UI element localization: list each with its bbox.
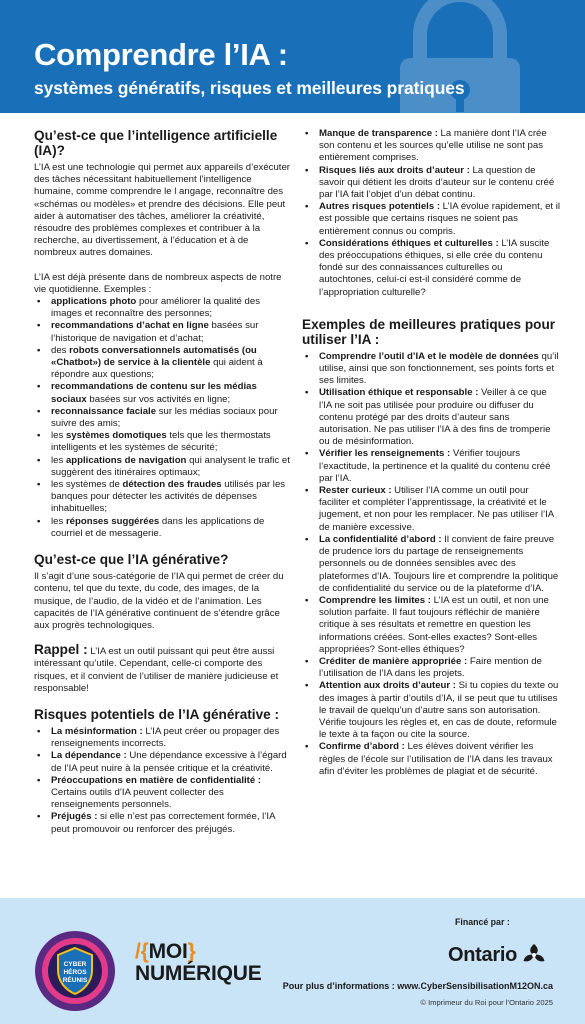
risk-item-label: Préjugés : bbox=[51, 811, 98, 823]
badge-line-3: RÉUNIS bbox=[62, 977, 88, 984]
example-item-text: utilisés par les banques pour détecter les activités de dépenses inhabituelles; bbox=[51, 479, 286, 515]
best-practice-item-text: Les élèves doivent vérifier les règles de l’école sur l’utilisation de l’IA dans les travaux afin d’éviter les problèmes de plagiat et de sécurité. bbox=[319, 741, 553, 777]
best-practice-item bbox=[302, 351, 560, 388]
best-practice-item-label: Attention aux droits d’auteur : bbox=[319, 680, 456, 692]
section-heading-what-is-genai: Qu’est-ce que l’IA générative? bbox=[34, 552, 229, 568]
badge-line-2: HÉROS bbox=[63, 969, 87, 976]
risk-item-label: La mésinformation : bbox=[51, 725, 143, 737]
risk-item bbox=[302, 201, 560, 238]
best-practice-item bbox=[302, 656, 560, 680]
risk-item bbox=[302, 165, 560, 202]
example-item-text: basées sur l’historique de navigation et d’achat; bbox=[51, 320, 259, 344]
risk-item-text: L’IA évolue rapidement, et il est possible que certains risques ne soient pas entièrement connus ou compris. bbox=[319, 201, 561, 237]
example-item-bold: reconnaissance faciale bbox=[51, 405, 157, 417]
example-item-text: qui aident à répondre aux questions; bbox=[51, 357, 263, 381]
best-practice-item-label: Comprendre les limites : bbox=[319, 594, 431, 606]
moi-numerique-logo bbox=[135, 941, 262, 985]
best-practice-item bbox=[302, 595, 560, 656]
risk-item-label: Risques liés aux droits d’auteur : bbox=[319, 164, 470, 176]
what-is-genai-paragraph: Il s’agit d’une sous-catégorie de l’IA qui permet de créer du contenu, tel que du texte, du code, des images, de la musique, de l’audio, de la vidéo et de l’animation. Les capacités de l’IA générative continuent de s’étendre grâce aux progrès technologiques. bbox=[34, 571, 284, 631]
example-item bbox=[34, 516, 292, 540]
funded-by-label: Financé par : bbox=[455, 917, 510, 927]
risk-item-text: Certains outils d’IA peuvent collecter des renseignements personnels. bbox=[51, 786, 224, 811]
best-practice-item-text: Veiller à ce que l’IA ne soit pas utilisée pour produire ou diffuser du contenu protégé par des droits d’auteur sans autorisation. Ne pas utiliser l’IA à des fins de tromperie ou de mésinformation. bbox=[319, 387, 551, 448]
risk-item-label: Autres risques potentiels : bbox=[319, 201, 441, 213]
best-practice-item-label: La confidentialité d’abord : bbox=[319, 533, 442, 545]
example-item-text: dans les applications de courriel et de messagerie. bbox=[51, 515, 265, 539]
moi-word: MOI bbox=[148, 940, 188, 963]
ontario-logo bbox=[448, 940, 547, 970]
what-is-ai-paragraph: L’IA est une technologie qui permet aux appareils d’exécuter des tâches nécessitant habituellement l’intelligence humaine, comme comprendre le l angage, reconnaître des «schémas ou modèles» et prendre des décisions. Elle peut aider à automatiser des tâches, améliorer la créativité, résoudre des problèmes complexes et contribuer à la recherche, au divertissement, à l’éducation et à de nombreux autres domaines. bbox=[34, 162, 290, 259]
example-item-prefix: les bbox=[51, 430, 66, 442]
example-item-bold: réponses suggérées bbox=[65, 515, 160, 527]
reminder-paragraph bbox=[34, 644, 292, 695]
moi-open-brace: /{ bbox=[135, 940, 149, 963]
risk-item bbox=[34, 775, 292, 812]
example-item-text: tels que les thermostats intelligents et les systèmes de sécurité; bbox=[51, 430, 271, 454]
section-heading-what-is-ai: Qu’est-ce que l’intelligence artificielle (IA)? bbox=[34, 128, 278, 158]
risk-item-text: La question de savoir qui détient les droits d’auteur sur le contenu créé par l’IA fait l’objet d’un débat continu. bbox=[319, 164, 555, 201]
risks-list bbox=[34, 726, 292, 836]
examples-list bbox=[34, 296, 292, 540]
section-heading-risks: Risques potentiels de l’IA générative : bbox=[34, 706, 279, 722]
example-item-bold: robots conversationnels automatisés (ou «Chatbot») de service à la clientèle bbox=[51, 344, 257, 369]
risk-item-text: si elle n’est pas correctement formée, l’IA peut promouvoir ou renforcer des préjugés. bbox=[51, 811, 275, 835]
example-item bbox=[34, 406, 292, 430]
copyright: © Imprimeur du Roi pour l’Ontario 2025 bbox=[420, 998, 553, 1007]
example-item-text: basées sur vos activités en ligne; bbox=[86, 393, 231, 405]
risk-item-text: L’IA peut créer ou propager des renseignements incorrects. bbox=[51, 725, 280, 750]
best-practice-item-label: Créditer de manière appropriée : bbox=[319, 655, 468, 667]
section-heading-best-practices: Exemples de meilleures pratiques pour utiliser l’IA : bbox=[302, 316, 556, 347]
cyber-heros-badge-icon bbox=[34, 930, 116, 1012]
best-practice-item bbox=[302, 448, 560, 485]
best-practices-list bbox=[302, 351, 560, 778]
best-practice-item-label: Utilisation éthique et responsable : bbox=[319, 387, 479, 399]
badge-line-1: CYBER bbox=[63, 961, 87, 968]
best-practice-item bbox=[302, 680, 560, 741]
best-practice-item-label: Comprendre l’outil d’IA et le modèle de données bbox=[319, 350, 539, 362]
left-column bbox=[34, 128, 292, 848]
example-item-text: qui analysent le trafic et suggèrent des itinéraires optimaux; bbox=[51, 454, 290, 478]
risk-item bbox=[34, 750, 292, 774]
reminder-text: L’IA est un outil puissant qui peut être aussi intéressant qu’utile. Cependant, celle-ci comporte des risques, et il convient de l’utiliser de manière judicieuse et responsable! bbox=[34, 646, 279, 694]
example-item bbox=[34, 430, 292, 454]
ontario-wordmark: Ontario bbox=[448, 943, 518, 966]
best-practice-item-text: Il convient de faire preuve de prudence lors du partage de renseignements personnels ou de données sensibles avec des plateformes d’IA. Toujours lire et comprendre la politique de confidentialité du service ou de la plateforme d’IA. bbox=[319, 533, 559, 594]
example-item-prefix: les systèmes de bbox=[51, 479, 123, 491]
risk-item-text: La manière dont l’IA crée son contenu et les sources qu’elle utilise ne sont pas entièrement comprises. bbox=[319, 128, 547, 164]
best-practice-item bbox=[302, 741, 560, 778]
example-item bbox=[34, 479, 292, 516]
example-item bbox=[34, 345, 292, 382]
risk-item bbox=[302, 128, 560, 165]
risk-item-label: La dépendance : bbox=[51, 750, 127, 762]
example-item-bold: recommandations de contenu sur les médias sociaux bbox=[51, 381, 257, 405]
reminder-lead: Rappel : bbox=[34, 642, 88, 658]
best-practice-item bbox=[302, 534, 560, 595]
risk-item-label: Préoccupations en matière de confidentialité : bbox=[51, 774, 262, 786]
trillium-icon bbox=[521, 942, 547, 968]
moi-close-brace: } bbox=[187, 940, 196, 963]
example-item-prefix: des bbox=[51, 344, 70, 356]
example-item-bold: applications photo bbox=[51, 296, 137, 308]
example-item-bold: applications de navigation bbox=[65, 454, 187, 466]
more-info-link[interactable]: Pour plus d’informations : www.CyberSensibilisationM12ON.ca bbox=[282, 981, 553, 991]
risks-list-continued bbox=[302, 128, 560, 299]
best-practice-item-text: Si tu copies du texte ou des images à partir d’outils d’IA, il se peut que tu utilises le travail de quelqu’un d’autre sans son autorisation. Vérifie toujours les règles et, en cas de doute, reformule le texte à ta façon ou cite la source. bbox=[319, 680, 559, 741]
best-practice-item-text: L’IA est un outil, et non une solution parfaite. Il faut toujours réfléchir de manière critique à ses résultats et remettre en question les informations créées. Sont-elles exactes? Sont-elles appropriées? Sont-elles éthiques? bbox=[319, 594, 549, 655]
best-practice-item bbox=[302, 387, 560, 448]
example-item bbox=[34, 320, 292, 344]
risk-item bbox=[302, 238, 560, 299]
risk-item-label: Considérations éthiques et culturelles : bbox=[319, 237, 499, 249]
risk-item-label: Manque de transparence : bbox=[319, 128, 438, 139]
best-practice-item bbox=[302, 485, 560, 534]
best-practice-item-label: Confirme d’abord : bbox=[319, 741, 405, 753]
best-practice-item-label: Rester curieux : bbox=[319, 485, 392, 497]
example-item-bold: recommandations d’achat en ligne bbox=[51, 320, 209, 332]
risk-item-text: L’IA suscite des préoccupations éthiques, si elle crée du contenu fondé sur des connaissances culturelles ou autochtones, celui-ci est-il considéré comme de l’appropriation culturelle? bbox=[319, 237, 550, 298]
page-subtitle: systèmes génératifs, risques et meilleures pratiques bbox=[34, 78, 465, 98]
best-practice-item-text: qu’il utilise, ainsi que son fonctionnement, ses points forts et ses limites. bbox=[319, 350, 559, 387]
example-item bbox=[34, 455, 292, 479]
example-item-prefix: les bbox=[51, 515, 66, 527]
page-title: Comprendre l’IA : bbox=[34, 37, 288, 72]
example-item-text: sur les médias sociaux pour suivre des amis; bbox=[51, 405, 278, 430]
example-item-prefix: les bbox=[51, 454, 66, 466]
best-practice-item-text: Vérifier toujours l’exactitude, la pertinence et la qualité du contenu créé par l’IA. bbox=[319, 448, 551, 484]
example-item bbox=[34, 381, 292, 405]
risk-item bbox=[34, 811, 292, 835]
risk-item bbox=[34, 726, 292, 750]
best-practice-item-text: Utiliser l’IA comme un outil pour faciliter et compléter l’apprentissage, la créativité et le jugement, et non pour les remplacer. Ne pas utiliser l’IA de manière excessive. bbox=[319, 485, 554, 533]
header-banner bbox=[0, 0, 585, 113]
right-column bbox=[302, 128, 560, 790]
example-item-text: pour améliorer la qualité des images et reconnaître des personnes; bbox=[51, 296, 261, 320]
best-practice-item-label: Vérifier les renseignements : bbox=[319, 448, 451, 460]
best-practice-item-text: Faire mention de l’utilisation de l’IA dans les projets. bbox=[319, 655, 542, 680]
examples-intro: L’IA est déjà présente dans de nombreux aspects de notre vie quotidienne. Exemples : bbox=[34, 271, 282, 295]
risk-item-text: Une dépendance excessive à l’égard de l’IA peut nuire à la pensée critique et la créativité. bbox=[51, 750, 287, 774]
moi-line-2: NUMÉRIQUE bbox=[135, 962, 262, 985]
example-item-bold: détection des fraudes bbox=[122, 479, 222, 491]
example-item bbox=[34, 296, 292, 320]
example-item-bold: systèmes domotiques bbox=[65, 430, 167, 442]
